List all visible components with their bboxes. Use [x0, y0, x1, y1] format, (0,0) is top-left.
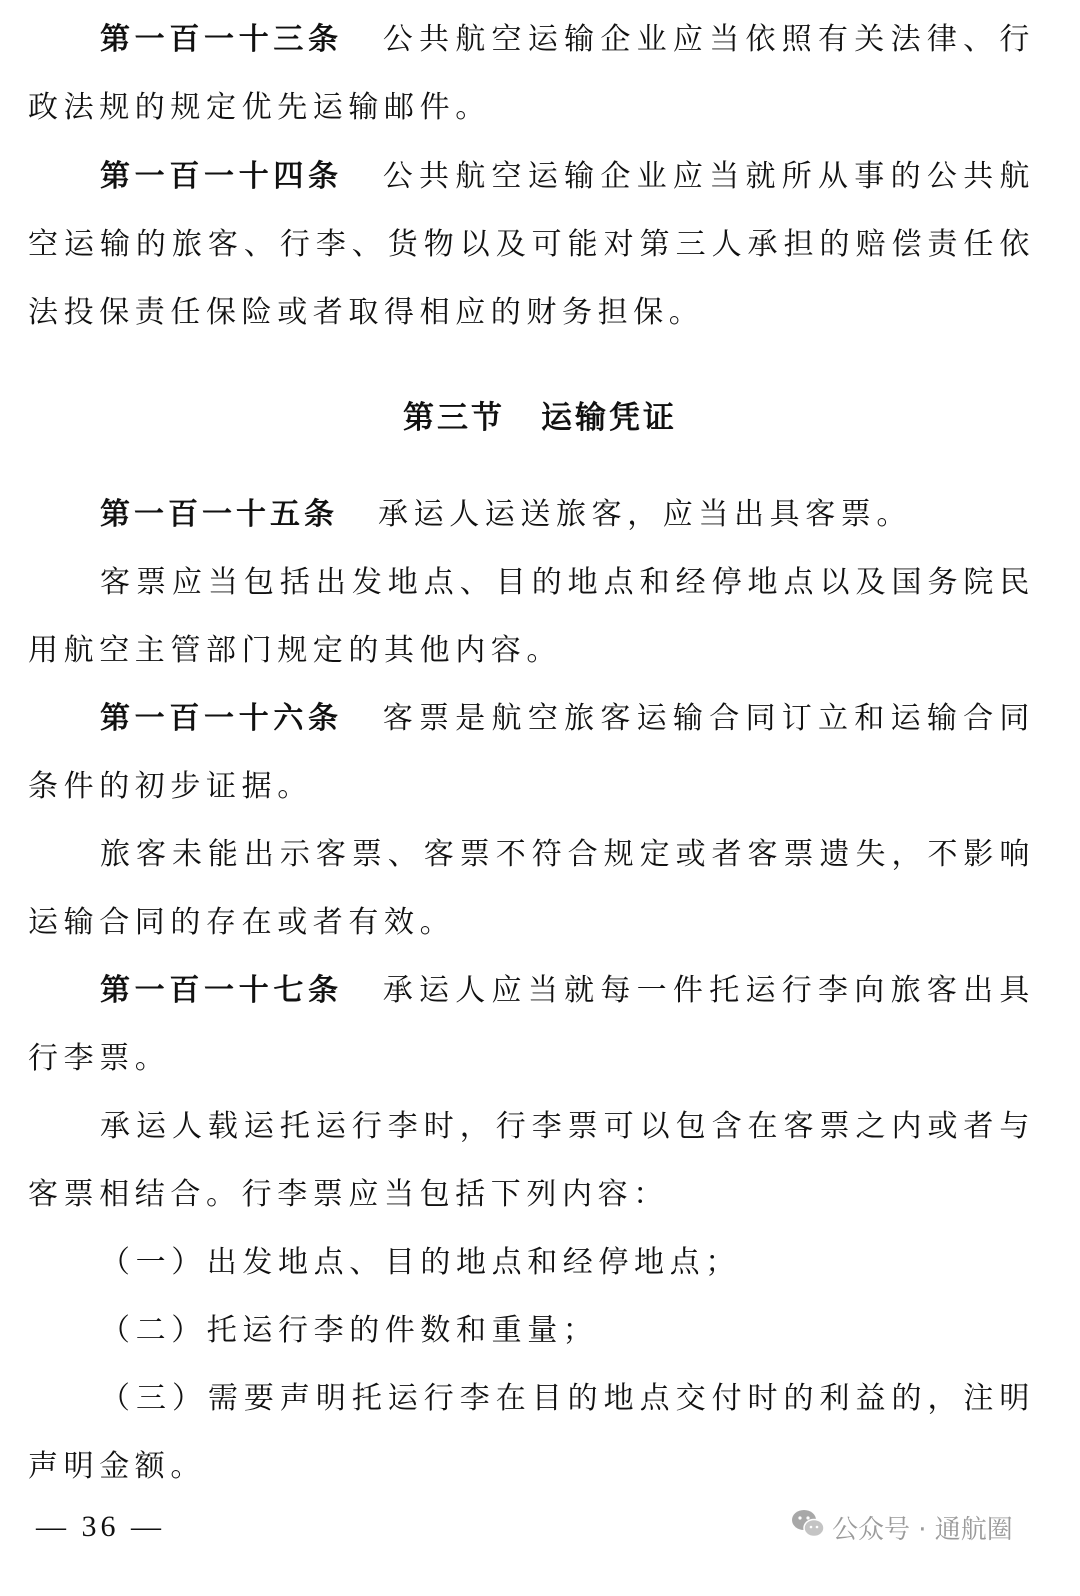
- text-line: 客票应当包括出发地点、目的地点和经停地点以及国务院民: [100, 565, 1035, 600]
- text-line: 客票相结合。行李票应当包括下列内容：: [28, 1177, 669, 1212]
- article-text: 客票是航空旅客运输合同订立和运输合同: [382, 701, 1035, 736]
- text-line: 用航空主管部门规定的其他内容。: [28, 633, 562, 668]
- article-text: 承运人运送旅客，应当出具客票。: [378, 497, 912, 532]
- article-115-line: [28, 495, 1035, 535]
- article-number: 第一百一十五条: [100, 497, 338, 532]
- text-line: 法投保责任保险或者取得相应的财务担保。: [28, 295, 705, 330]
- article-116-line: [28, 699, 1035, 739]
- list-item: （一）出发地点、目的地点和经停地点；: [100, 1245, 741, 1280]
- article-text: 承运人应当就每一件托运行李向旅客出具: [382, 973, 1035, 1008]
- section-heading: [0, 392, 1080, 437]
- text-line: 声明金额。: [28, 1449, 206, 1484]
- page-number: — 36 —: [36, 1510, 165, 1543]
- article-number: 第一百一十三条: [100, 22, 343, 57]
- text-line: 空运输的旅客、行李、货物以及可能对第三人承担的赔偿责任依: [28, 227, 1035, 262]
- article-117-line: [28, 971, 1035, 1011]
- list-item: （二）托运行李的件数和重量；: [100, 1313, 599, 1348]
- article-114-line: [28, 157, 1035, 197]
- text-line: 行李票。: [28, 1041, 171, 1076]
- text-line: 承运人载运托运行李时，行李票可以包含在客票之内或者与: [100, 1109, 1035, 1144]
- article-text: 公共航空运输企业应当依照有关法律、行: [382, 22, 1035, 57]
- text-line: 运输合同的存在或者有效。: [28, 905, 456, 940]
- article-number: 第一百一十七条: [100, 973, 343, 1008]
- wechat-icon: [790, 1508, 826, 1547]
- text-line: 条件的初步证据。: [28, 769, 313, 804]
- section-number: 第三节: [403, 400, 505, 436]
- article-number: 第一百一十六条: [100, 701, 343, 736]
- section-title: 运输凭证: [541, 400, 677, 436]
- watermark: [790, 1508, 1013, 1547]
- article-113-line: [28, 20, 1035, 60]
- article-text: 公共航空运输企业应当就所从事的公共航: [382, 159, 1035, 194]
- text-line: 政法规的规定优先运输邮件。: [28, 90, 491, 125]
- list-item: （三）需要声明托运行李在目的地点交付时的利益的，注明: [100, 1381, 1035, 1416]
- watermark-text: 公众号 · 通航圈: [832, 1515, 1013, 1545]
- text-line: 旅客未能出示客票、客票不符合规定或者客票遗失，不影响: [100, 837, 1035, 872]
- article-number: 第一百一十四条: [100, 159, 343, 194]
